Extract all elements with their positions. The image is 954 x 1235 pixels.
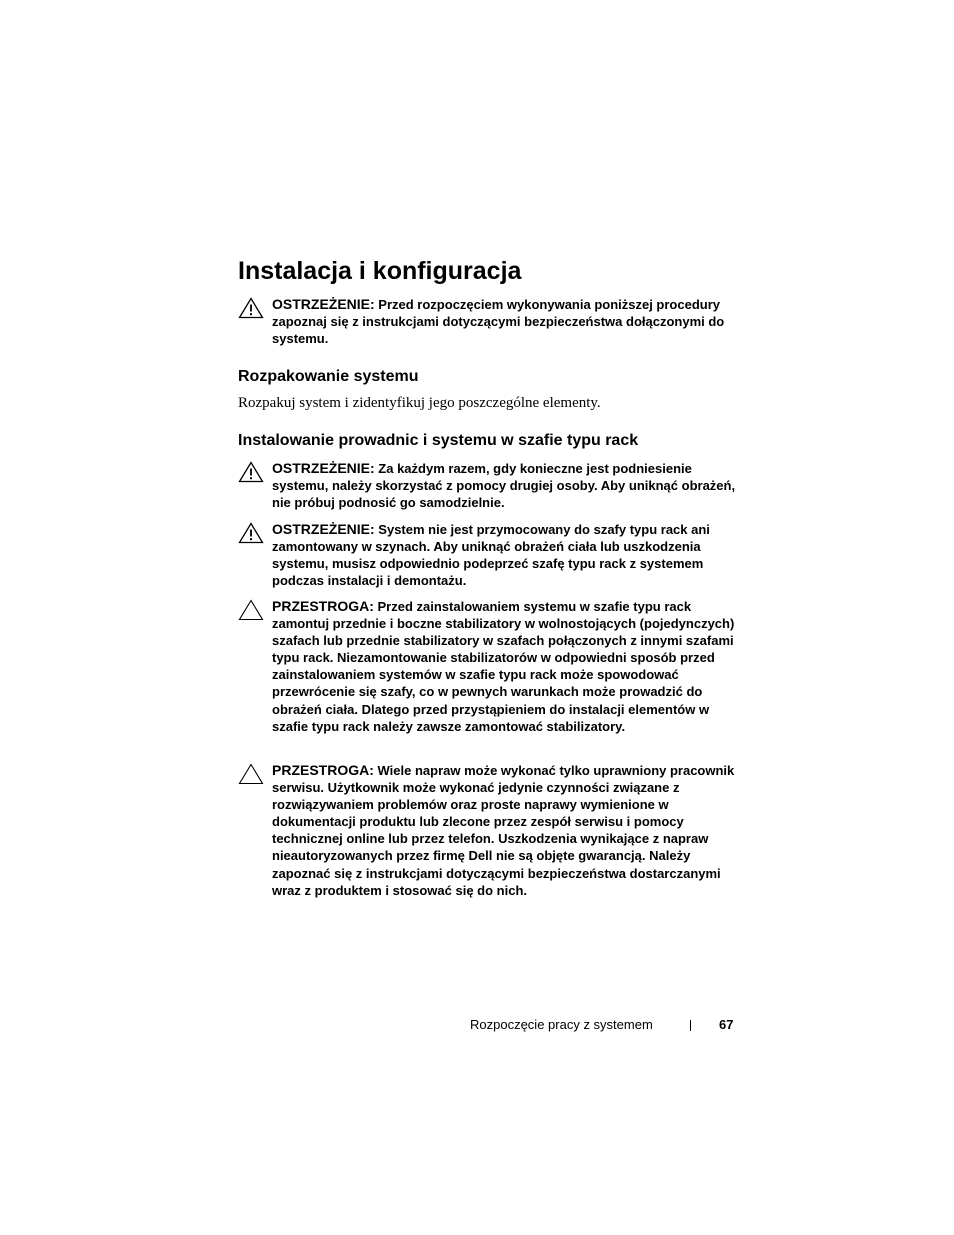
warning-text (272, 296, 738, 347)
warning-label: OSTRZEŻENIE: (272, 460, 375, 476)
page-number: 67 (719, 1017, 734, 1032)
warning-notice (238, 460, 738, 511)
footer-separator (690, 1020, 691, 1031)
warning-notice (238, 521, 738, 589)
caution-notice (238, 762, 738, 899)
caution-label: PRZESTROGA: (272, 762, 374, 778)
caution-body: Przed zainstalowaniem systemu w szafie typu rack zamontuj przednie i boczne stabilizatory w wolnostojących (pojedynczych) szafach lub przednie stabilizatory w szafach połączonych z innymi szafami typu rack. Niezamontowanie stabilizatorów w odpowiedni sposób przed zainstalowaniem systemów w szafie typu rack może spowodować przewrócenie się szafy, co w pewnych warunkach może prowadzić do obrażeń ciała. Dlatego przed przystąpieniem do instalacji elementów w szafie typu rack należy zawsze zamontować stabilizatory. (272, 599, 735, 734)
caution-text (272, 762, 738, 899)
caution-icon (238, 763, 264, 785)
section-heading-rack-install: Instalowanie prowadnic i systemu w szafie typu rack (238, 432, 639, 449)
section-heading-unpacking: Rozpakowanie systemu (238, 368, 419, 385)
caution-icon (238, 599, 264, 621)
footer-chapter-title: Rozpoczęcie pracy z systemem (470, 1017, 653, 1032)
warning-icon (238, 461, 264, 483)
caution-notice (238, 598, 738, 735)
warning-icon (238, 297, 264, 319)
warning-notice (238, 296, 738, 347)
warning-label: OSTRZEŻENIE: (272, 296, 375, 312)
warning-label: OSTRZEŻENIE: (272, 521, 375, 537)
warning-text (272, 521, 738, 589)
page-title: Instalacja i konfiguracja (238, 257, 522, 285)
warning-icon (238, 522, 264, 544)
warning-body: Za każdym razem, gdy konieczne jest podniesienie systemu, należy skorzystać z pomocy drugiej osoby. Aby uniknąć obrażeń, nie próbuj podnosić go samodzielnie. (272, 461, 736, 511)
caution-body: Wiele napraw może wykonać tylko uprawniony pracownik serwisu. Użytkownik może wykonać jedynie czynności związane z rozwiązywaniem problemów oraz proste naprawy wymienione w dokumentacji produktu lub zlecone przez zespół serwisu i pomocy technicznej online lub przez telefon. Uszkodzenia wynikające z napraw nieautoryzowanych przez firmę Dell nie są objęte gwarancją. Należy zapoznać się z instrukcjami dotyczącymi bezpieczeństwa dostarczanymi wraz z produktem i stosować się do nich. (272, 763, 735, 898)
section-body-unpacking: Rozpakuj system i zidentyfikuj jego poszczególne elementy. (238, 395, 601, 411)
warning-text (272, 460, 738, 511)
warning-body: System nie jest przymocowany do szafy typu rack ani zamontowany w szynach. Aby uniknąć obrażeń ciała lub uszkodzenia systemu, musisz odpowiednio podeprzeć szafę typu rack z systemem podczas instalacji i demontażu. (272, 522, 710, 589)
warning-body: Przed rozpoczęciem wykonywania poniższej procedury zapoznaj się z instrukcjami dotyczącymi bezpieczeństwa dołączonymi do systemu. (272, 297, 725, 347)
page-footer (470, 1016, 740, 1036)
caution-label: PRZESTROGA: (272, 598, 374, 614)
caution-text (272, 598, 738, 735)
